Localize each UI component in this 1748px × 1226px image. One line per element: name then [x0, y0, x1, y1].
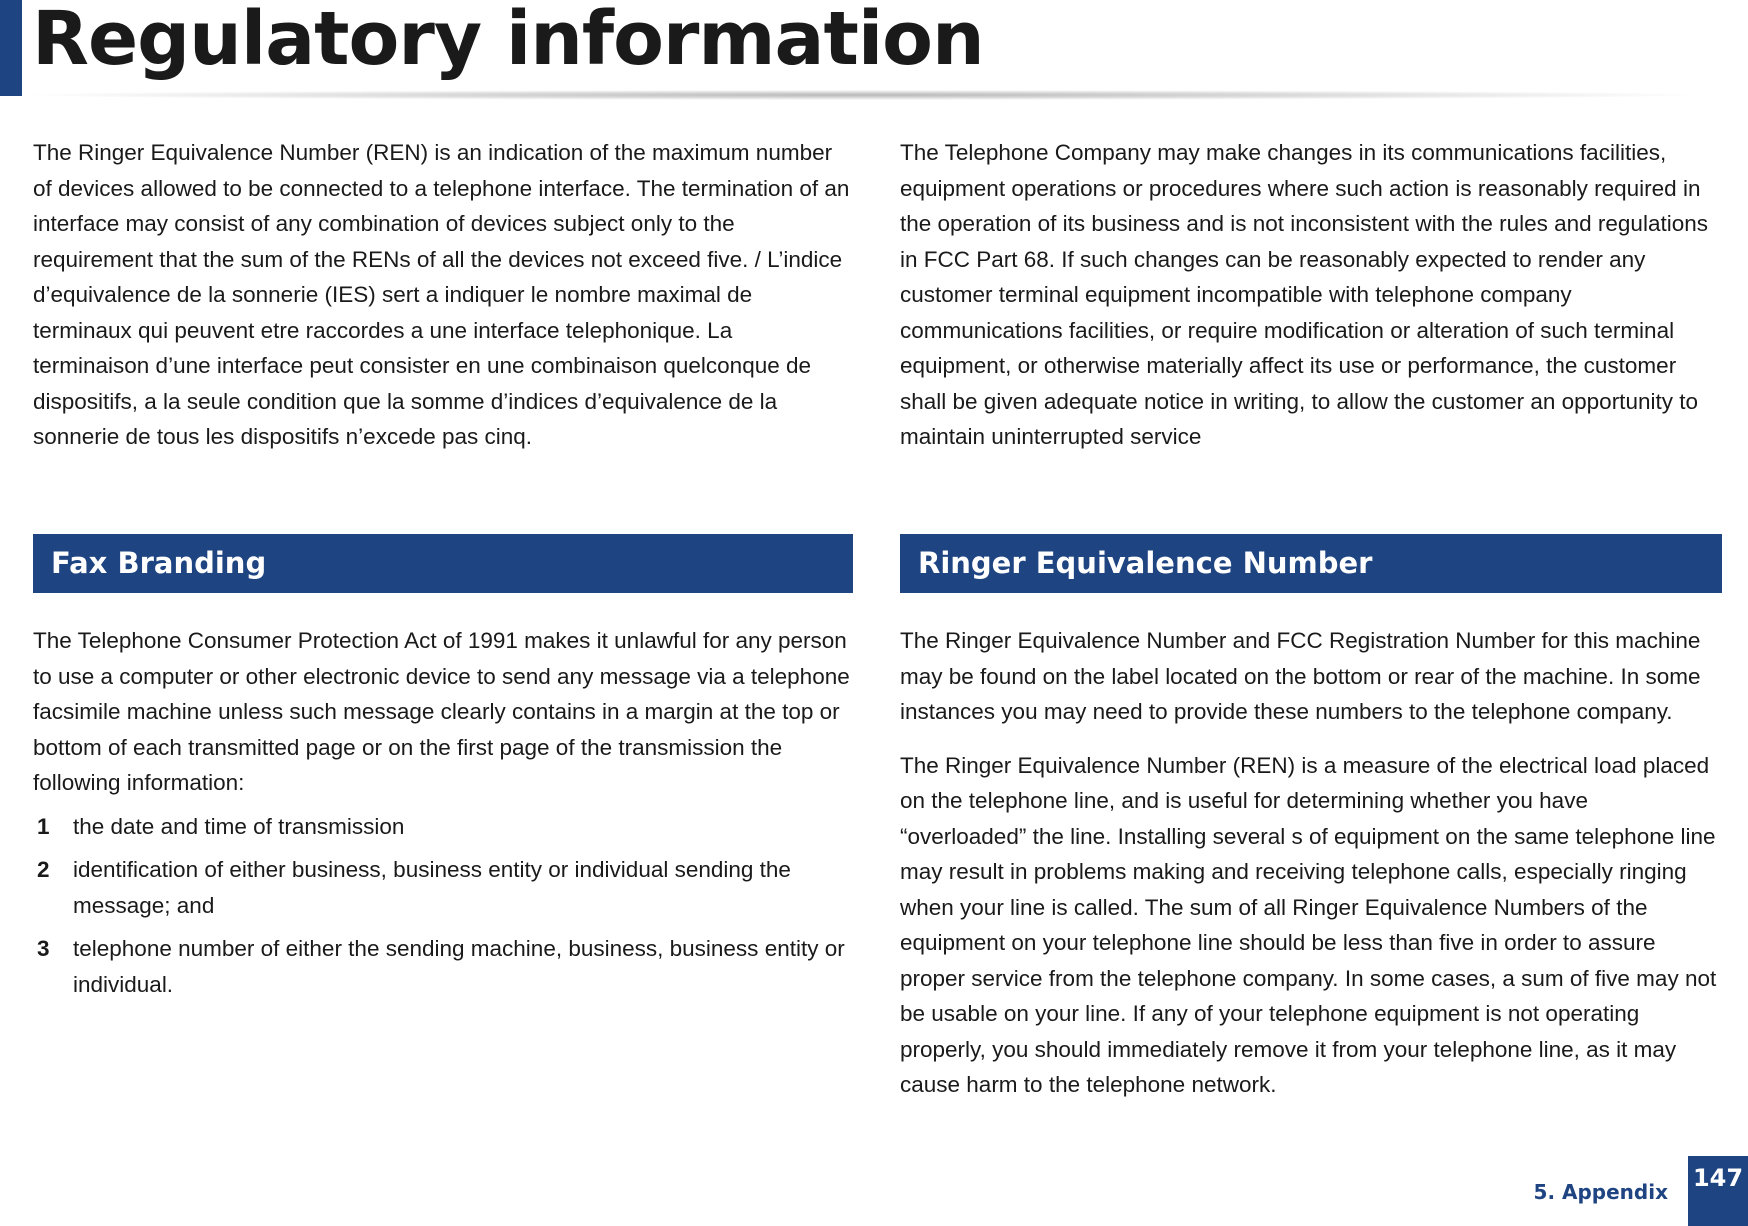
- intro-left-paragraph: The Ringer Equivalence Number (REN) is an indication of the maximum number of devices allowed to be connected to a telephone interface. The termination of an interface may consist of any combination of devices subject only to the requirement that the sum of the RENs of all the devices not exceed five. / L’indice d’equivalence de la sonnerie (IES) sert a indiquer le nombre maximal de terminaux qui peuvent etre raccordes a une interface telephonique. La terminaison d’une interface peut consister en une combinaison quelconque de dispositifs, a la seule condition que la somme d’indices d’equivalence de la sonnerie de tous les dispositifs n’excede pas cinq.: [33, 140, 850, 449]
- list-item-number: 1: [37, 813, 50, 839]
- list-item: [33, 852, 853, 923]
- list-item-text: identification of either business, business entity or individual sending the message; and: [73, 857, 791, 918]
- footer-section-label: 5. Appendix: [1533, 1180, 1668, 1204]
- intro-right-column: [900, 135, 1720, 455]
- fax-branding-list: [33, 809, 853, 1003]
- title-underline: [32, 90, 1692, 100]
- ringer-equivalence-paragraph-1: The Ringer Equivalence Number and FCC Registration Number for this machine may be found on the label located on the bottom or rear of the machine. In some instances you may need to provide these numbers to the telephone company.: [900, 628, 1701, 724]
- fax-branding-section: [33, 623, 853, 1010]
- title-accent-bar: [0, 0, 22, 96]
- fax-branding-paragraph: The Telephone Consumer Protection Act of 1991 makes it unlawful for any person to use a computer or other electronic device to send any message via a telephone facsimile machine unless such message clearly contains in a margin at the top or bottom of each transmitted page or on the first page of the transmission the following information:: [33, 628, 850, 795]
- list-item: [33, 931, 853, 1002]
- ringer-equivalence-section: [900, 623, 1720, 1103]
- ringer-equivalence-heading: Ringer Equivalence Number: [900, 534, 1722, 593]
- list-item-number: 3: [37, 936, 50, 961]
- list-item: [33, 809, 853, 845]
- page-number-badge: 147: [1688, 1156, 1748, 1226]
- list-item-number: 2: [37, 857, 50, 882]
- intro-right-paragraph: The Telephone Company may make changes in its communications facilities, equipment operations or procedures where such action is reasonably required in the operation of its business and is not inconsistent with the rules and regulations in FCC Part 68. If such changes can be reasonably expected to render any customer terminal equipment incompatible with telephone company communications facilities, or require modification or alteration of such terminal equipment, or otherwise materially affect its use or performance, the customer shall be given adequate notice in writing, to allow the customer an opportunity to maintain uninterrupted service: [900, 140, 1708, 449]
- page-title: Regulatory information: [32, 0, 984, 82]
- intro-left-column: [33, 135, 853, 455]
- ringer-equivalence-paragraph-2: The Ringer Equivalence Number (REN) is a measure of the electrical load placed on the telephone line, and is useful for determining whether you have “overloaded” the line. Installing several s of equipment on the same telephone line may result in problems making and receiving telephone calls, especially ringing when your line is called. The sum of all Ringer Equivalence Numbers of the equipment on your telephone line should be less than five in order to assure proper service from the telephone company. In some cases, a sum of five may not be usable on your line. If any of your telephone equipment is not operating properly, you should immediately remove it from your telephone line, as it may cause harm to the telephone network.: [900, 752, 1717, 1097]
- list-item-text: the date and time of transmission: [73, 813, 405, 839]
- list-item-text: telephone number of either the sending machine, business, business entity or individual.: [73, 936, 845, 997]
- fax-branding-heading: Fax Branding: [33, 534, 853, 593]
